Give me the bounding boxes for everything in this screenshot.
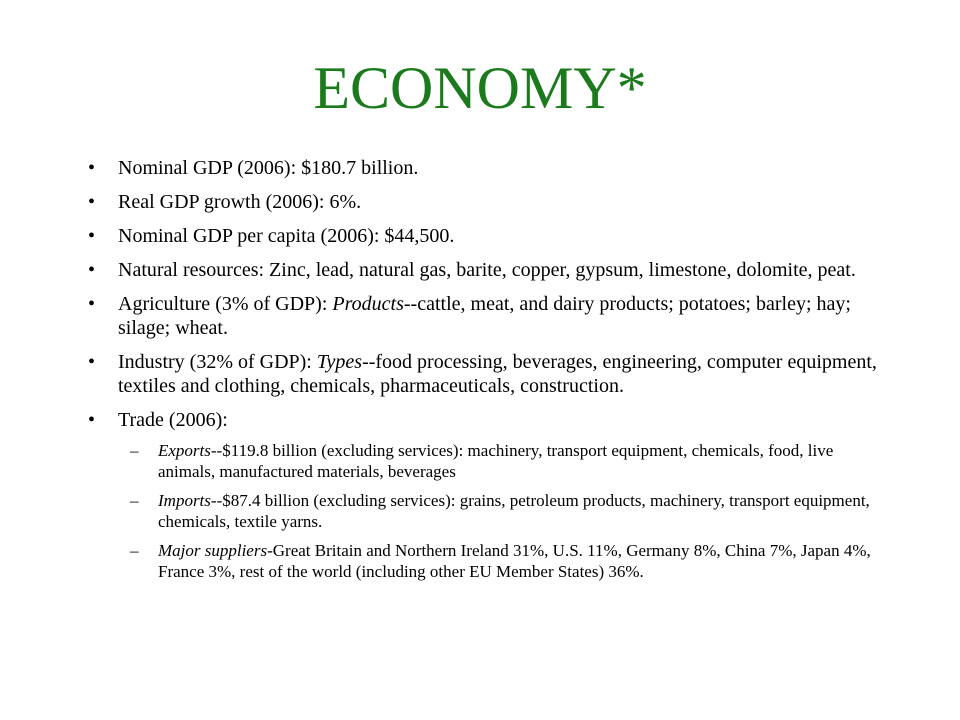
bullet-mark: • [88, 191, 96, 213]
slide-title: ECONOMY* [313, 55, 647, 121]
sub-rest: --$119.8 billion (excluding services): machinery, transport equipment, chemicals, food, live animals, manufactured materials, beverages [158, 441, 834, 481]
bullet-item-real-gdp-growth [88, 190, 888, 214]
sub-item-exports [118, 440, 888, 482]
bullet-text: Nominal GDP (2006): $180.7 billion. [118, 157, 419, 179]
bullet-item-nominal-gdp [88, 156, 888, 180]
bullet-rest: --cattle, meat, and dairy products; potatoes; barley; hay; silage; wheat. [118, 293, 851, 339]
bullet-mark: • [88, 293, 96, 315]
dash-mark: – [130, 441, 139, 460]
trade-sub-list [118, 440, 888, 582]
bullet-list [88, 156, 888, 592]
bullet-text: Natural resources: Zinc, lead, natural gas, barite, copper, gypsum, limestone, dolomite, peat. [118, 259, 856, 281]
bullet-mark: • [88, 157, 96, 179]
bullet-mark: • [88, 225, 96, 247]
sub-emphasis: Imports [158, 491, 211, 510]
dash-mark: – [130, 491, 139, 510]
bullet-text: Nominal GDP per capita (2006): $44,500. [118, 225, 455, 247]
bullet-rest: --food processing, beverages, engineering, computer equipment, textiles and clothing, chemicals, pharmaceuticals, construction. [118, 351, 877, 397]
bullet-mark: • [88, 351, 96, 373]
sub-rest: --$87.4 billion (excluding services): grains, petroleum products, machinery, transport equipment, chemicals, textile yarns. [158, 491, 870, 531]
bullet-item-gdp-per-capita [88, 224, 888, 248]
sub-item-imports [118, 490, 888, 532]
sub-rest: -Great Britain and Northern Ireland 31%, U.S. 11%, Germany 8%, China 7%, Japan 4%, France 3%, rest of the world (including other EU Member States) 36%. [158, 541, 871, 581]
bullet-mark: • [88, 409, 96, 431]
bullet-emphasis: Types [316, 351, 363, 373]
bullet-item-agriculture [88, 292, 888, 340]
bullet-prefix: Industry (32% of GDP): [118, 351, 317, 373]
sub-emphasis: Exports [158, 441, 211, 460]
dash-mark: – [130, 541, 139, 560]
bullet-item-natural-resources [88, 258, 888, 282]
sub-item-major-suppliers [118, 540, 888, 582]
bullet-item-industry [88, 350, 888, 398]
bullet-text: Real GDP growth (2006): 6%. [118, 191, 362, 213]
bullet-emphasis: Products [332, 293, 404, 315]
bullet-prefix: Agriculture (3% of GDP): [118, 293, 333, 315]
sub-emphasis: Major suppliers [158, 541, 268, 560]
bullet-mark: • [88, 259, 96, 281]
bullet-item-trade [88, 408, 888, 582]
bullet-text: Trade (2006): [118, 409, 228, 431]
